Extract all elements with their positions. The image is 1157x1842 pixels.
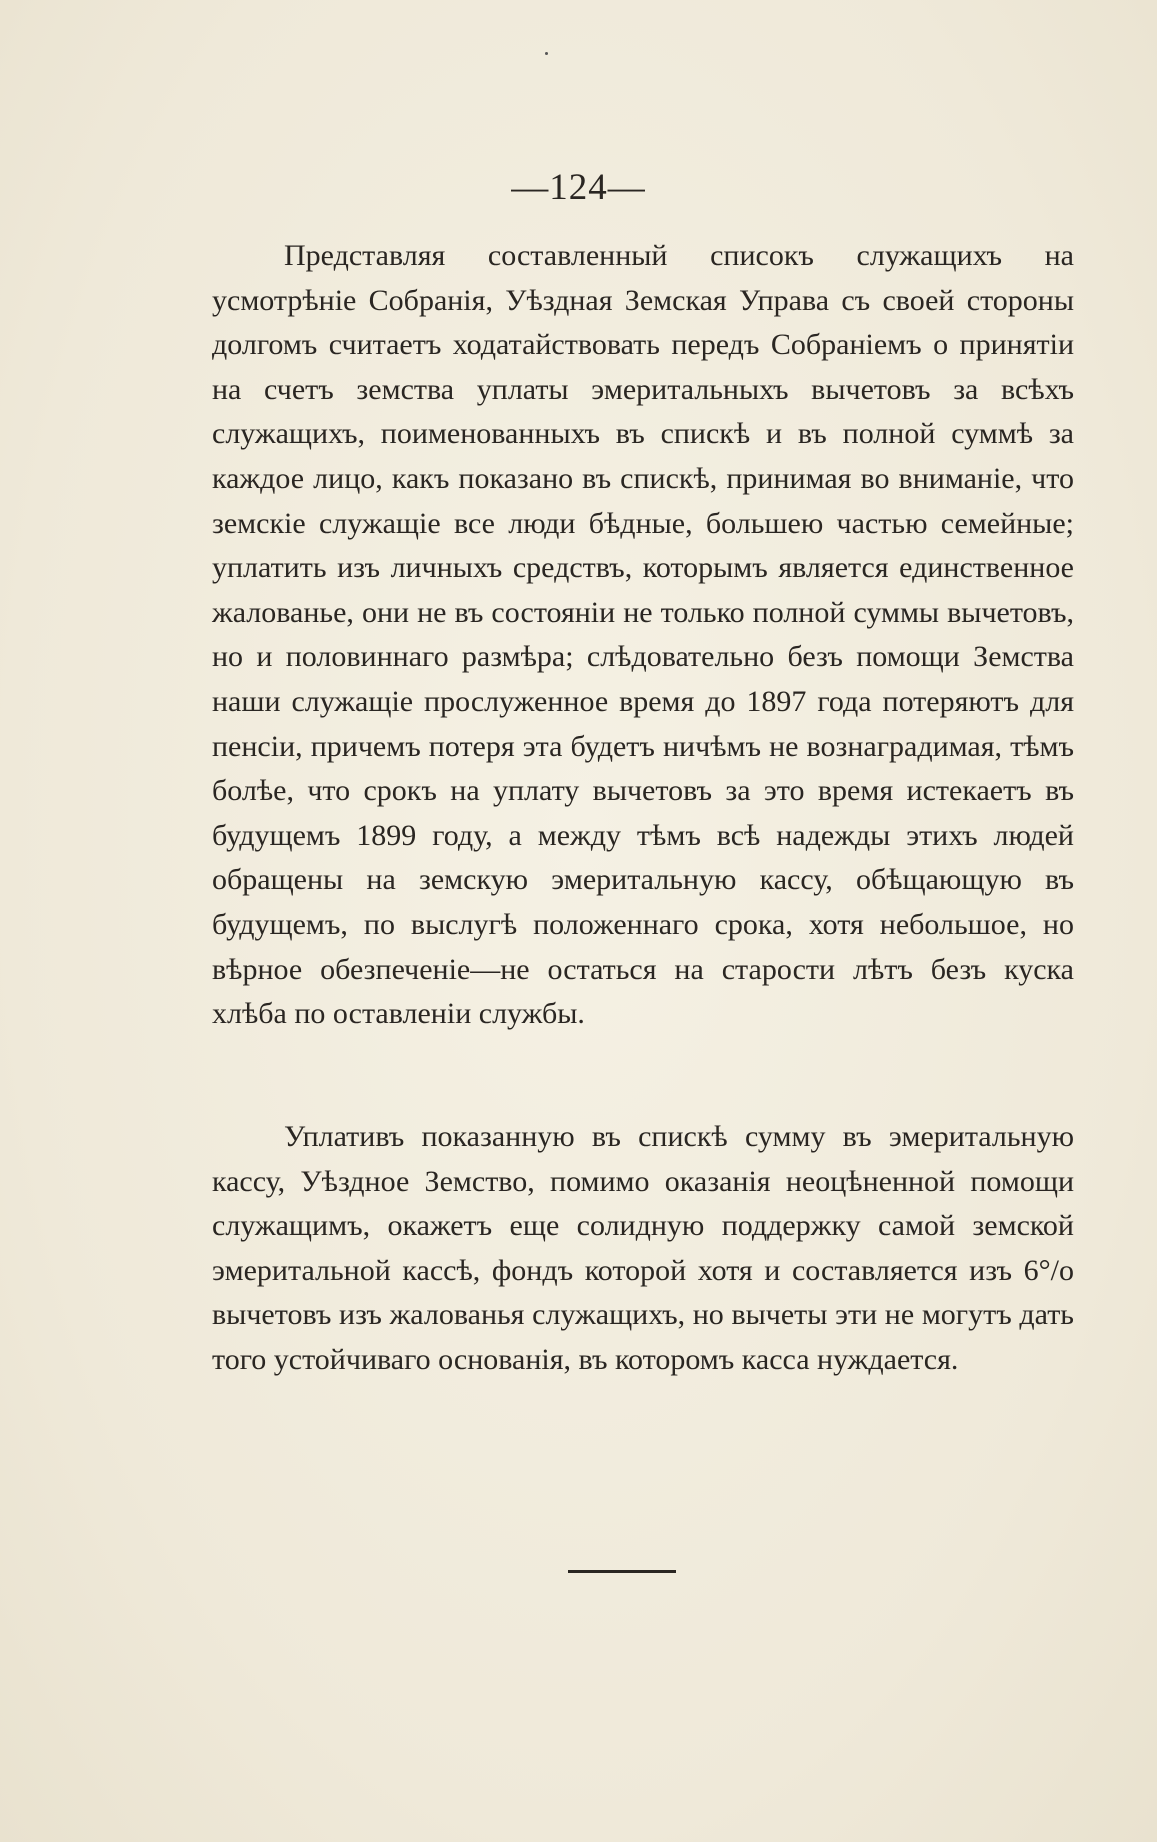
paragraph-2-block xyxy=(212,1115,1074,1383)
ink-speck xyxy=(545,52,548,55)
paragraph-1-block xyxy=(212,234,1074,1037)
page-number: —124— xyxy=(511,167,646,208)
end-rule xyxy=(568,1570,676,1573)
paragraph-2: Уплативъ показанную въ спискѣ сумму въ эмеритальную кассу, Уѣздное Земство, помимо оказанія неоцѣненной помощи служащимъ, окажетъ еще солидную поддержку самой земской эмеритальной кассѣ, фондъ которой хотя и составляется изъ 6°/о вычетовъ изъ жалованья служащихъ, но вычеты эти не могутъ дать того устойчиваго основанія, въ которомъ касса нуждается. xyxy=(212,1120,1074,1376)
paragraph-1: Представляя составленный списокъ служащихъ на усмотрѣніе Собранія, Уѣздная Земская Управа съ своей стороны долгомъ считаетъ ходатайствовать передъ Собраніемъ о принятіи на счетъ земства уплаты эмеритальныхъ вычетовъ за всѣхъ служащихъ, поименованныхъ въ спискѣ и въ полной суммѣ за каждое лицо, какъ показано въ спискѣ, принимая во вниманіе, что земскіе служащіе все люди бѣдные, большею частью семейные; уплатить изъ личныхъ средствъ, которымъ является единственное жалованье, они не въ состояніи не только полной суммы вычетовъ, но и половиннаго размѣра; слѣдовательно безъ помощи Земства наши служащіе прослуженное время до 1897 года потеряютъ для пенсіи, причемъ потеря эта будетъ ничѣмъ не вознаградимая, тѣмъ болѣе, что срокъ на уплату вычетовъ за это время истекаетъ въ будущемъ 1899 году, а между тѣмъ всѣ надежды этихъ людей обращены на земскую эмеритальную кассу, обѣщающую въ будущемъ, по выслугѣ положеннаго срока, хотя небольшое, но вѣрное обезпеченіе—не остаться на старости лѣтъ безъ куска хлѣба по оставленіи службы. xyxy=(212,239,1074,1031)
